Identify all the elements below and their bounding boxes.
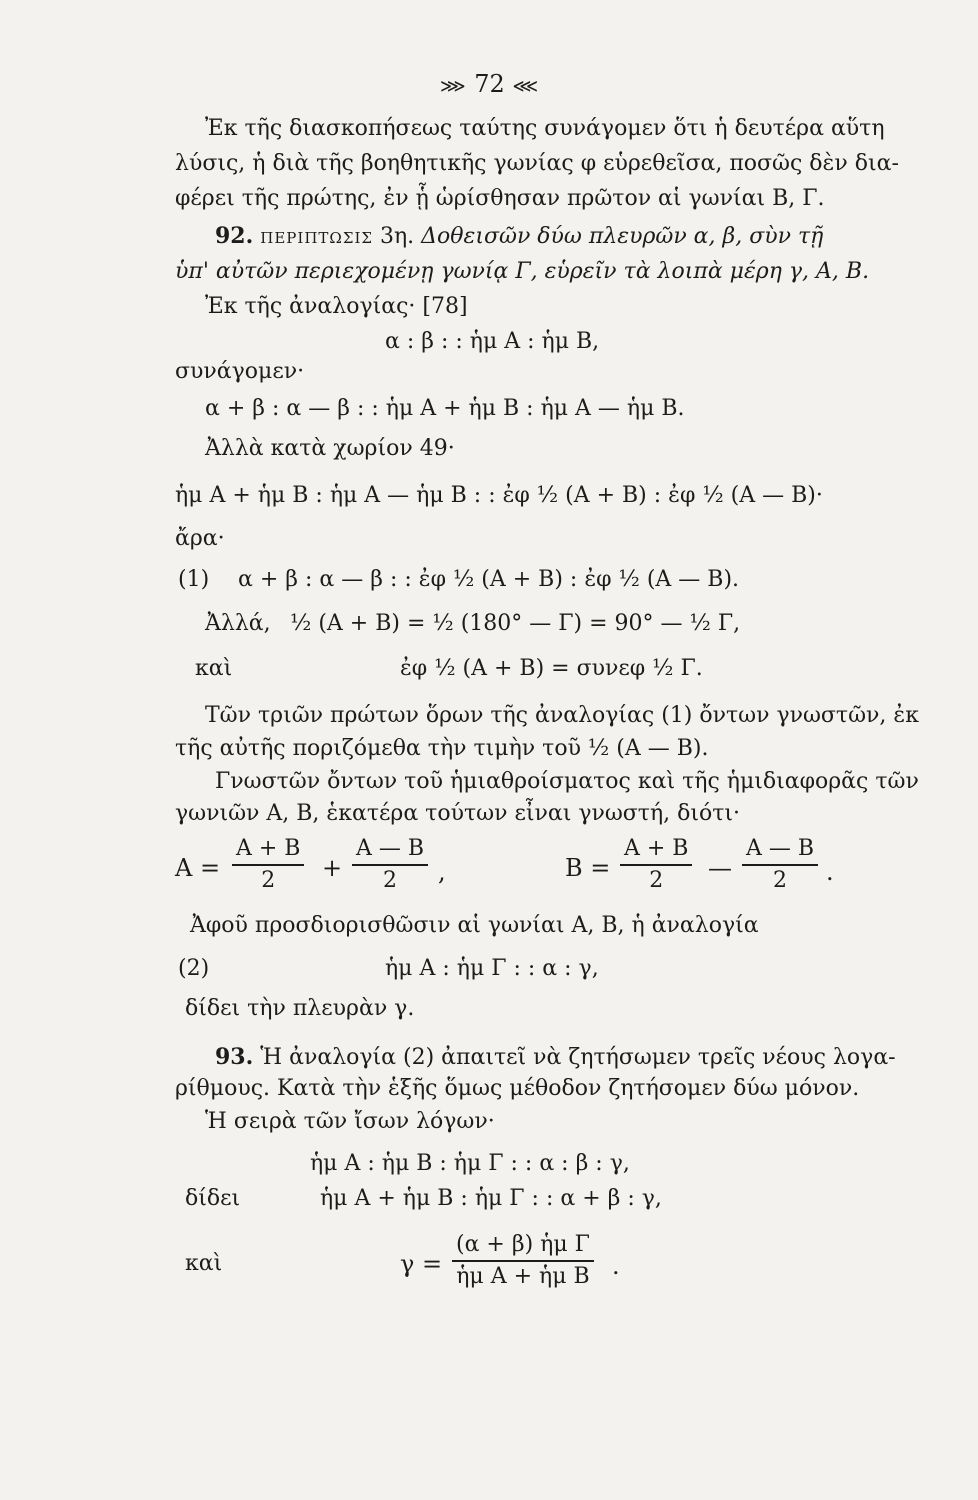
section-number: 92. xyxy=(215,223,254,249)
punctuation: . xyxy=(826,858,834,886)
equation: ἡμ Α + ἡμ Β : ἡμ Γ : : α + β : γ, xyxy=(320,1186,662,1211)
text-line: δίδει τὴν πλευρὰν γ. xyxy=(185,996,415,1021)
fraction-numerator: Α — Β xyxy=(742,834,818,866)
problem-statement: Δοθεισῶν δύω πλευρῶν α, β, σὺν τῇ xyxy=(421,224,824,249)
text-word: Ἀλλά, xyxy=(205,611,271,636)
text-line: Ἀφοῦ προσδιορισθῶσιν αἱ γωνίαι Α, Β, ἡ ἀναλογία xyxy=(190,913,759,938)
text-line: Ἐκ τῆς διασκοπήσεως ταύτης συνάγομεν ὅτι ἡ δευτέρα αὕτη xyxy=(205,116,885,141)
section-number: 93. xyxy=(215,1044,254,1070)
text-line: τῆς αὐτῆς ποριζόμεθα τὴν τιμὴν τοῦ ½ (Α — Β). xyxy=(175,736,709,761)
fraction xyxy=(620,834,692,896)
equation: ἡμ Α + ἡμ Β : ἡμ Α — ἡμ Β : : ἐφ ½ (Α + Β) : ἐφ ½ (Α — Β)· xyxy=(175,483,823,508)
text-line: Ἡ σειρὰ τῶν ἴσων λόγων· xyxy=(205,1109,495,1134)
equation: α : β : : ἡμ Α : ἡμ Β, xyxy=(385,329,600,354)
fraction xyxy=(452,1230,594,1292)
equation: α + β : α — β : : ἡμ Α + ἡμ Β : ἡμ Α — ἡμ Β. xyxy=(205,396,685,421)
case-label: ΠΕΡΙΠΤΩΣΙΣ xyxy=(260,229,373,247)
equation: ½ (Α + Β) = ½ (180° — Γ) = 90° — ½ Γ, xyxy=(290,611,741,636)
fraction-numerator: Α — Β xyxy=(352,834,428,866)
section-heading xyxy=(215,1043,896,1072)
text-line: συνάγομεν· xyxy=(175,359,305,384)
text-line: Ἐκ τῆς ἀναλογίας· [78] xyxy=(205,294,468,319)
formula-lhs: Β = xyxy=(565,854,611,882)
equation: α + β : α — β : : ἐφ ½ (Α + Β) : ἐφ ½ (Α — Β). xyxy=(238,567,740,592)
section-text: Ἡ ἀναλογία (2) ἀπαιτεῖ νὰ ζητήσωμεν τρεῖς νέους λογα- xyxy=(260,1045,896,1070)
case-ordinal: 3η. xyxy=(380,224,415,249)
operator: + xyxy=(322,854,343,882)
fraction-denominator: ἡμ Α + ἡμ Β xyxy=(456,1264,590,1289)
problem-statement-cont: ὑπ' αὐτῶν περιεχομένῃ γωνίᾳ Γ, εὑρεῖν τὰ λοιπὰ μέρη γ, Α, Β. xyxy=(175,259,870,284)
text-word: καὶ xyxy=(195,656,233,681)
text-word: καὶ xyxy=(185,1251,223,1276)
page-number: 72 xyxy=(474,70,505,98)
fraction-denominator: 2 xyxy=(261,868,276,893)
fraction xyxy=(232,834,304,896)
fraction xyxy=(742,834,818,896)
equation: ἡμ Α : ἡμ Γ : : α : γ, xyxy=(385,956,599,981)
text-line: Τῶν τριῶν πρώτων ὅρων τῆς ἀναλογίας (1) ὄντων γνωστῶν, ἐκ xyxy=(205,703,919,728)
fraction-denominator: 2 xyxy=(773,868,788,893)
formula-lhs: γ = xyxy=(400,1250,443,1278)
section-heading xyxy=(215,222,823,252)
ornament-left: ⋙ xyxy=(440,76,467,97)
fraction-denominator: 2 xyxy=(383,868,398,893)
page-header xyxy=(440,70,539,98)
fraction xyxy=(352,834,428,896)
text-line: ρίθμους. Κατὰ τὴν ἑξῆς ὅμως μέθοδον ζητήσομεν δύω μόνον. xyxy=(175,1076,860,1101)
text-line: λύσις, ἡ διὰ τῆς βοηθητικῆς γωνίας φ εὑρεθεῖσα, ποσῶς δὲν δια- xyxy=(175,151,899,176)
equation: ἐφ ½ (Α + Β) = συνεφ ½ Γ. xyxy=(400,656,703,681)
equation: ἡμ Α : ἡμ Β : ἡμ Γ : : α : β : γ, xyxy=(310,1151,630,1176)
equation-label: (1) xyxy=(178,567,210,592)
ornament-right: ⋘ xyxy=(512,76,540,97)
operator: — xyxy=(708,854,732,882)
fraction-numerator: (α + β) ἡμ Γ xyxy=(452,1230,594,1262)
equation-label: (2) xyxy=(178,956,210,981)
text-line: ἄρα· xyxy=(175,526,225,551)
text-line: Ἀλλὰ κατὰ χωρίον 49· xyxy=(205,436,455,461)
punctuation: , xyxy=(438,858,446,886)
fraction-numerator: Α + Β xyxy=(620,834,692,866)
text-word: δίδει xyxy=(185,1186,241,1211)
text-line: Γνωστῶν ὄντων τοῦ ἡμιαθροίσματος καὶ τῆς ἡμιδιαφορᾶς τῶν xyxy=(215,769,919,794)
formula-lhs: Α = xyxy=(175,854,221,882)
punctuation: . xyxy=(612,1252,620,1280)
fraction-numerator: Α + Β xyxy=(232,834,304,866)
text-line: γωνιῶν Α, Β, ἑκατέρα τούτων εἶναι γνωστή, διότι· xyxy=(175,801,741,826)
text-line: φέρει τῆς πρώτης, ἐν ᾗ ὡρίσθησαν πρῶτον αἱ γωνίαι Β, Γ. xyxy=(175,186,825,211)
fraction-denominator: 2 xyxy=(649,868,664,893)
